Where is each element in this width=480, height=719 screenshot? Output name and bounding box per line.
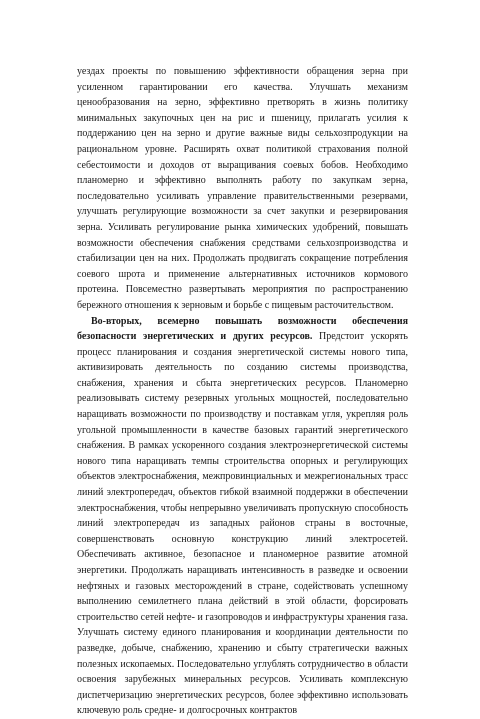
document-body [77, 64, 408, 719]
paragraph-energy-security [77, 314, 408, 719]
paragraph-lead-heading: Во-вторых, всемерно повышать возможности обеспечения безопасности энергетических и других ресурсов. [77, 315, 408, 343]
paragraph-grain-policy: уездах проекты по повышению эффективности обращения зерна при усиленном гарантировании его качества. Улучшать механизм ценообразования на зерно, эффективно претворять в жизнь политику минимальных закупочных цен на рис и пшеницу, прилагать усилия к поддержанию цен на зерно и другие важные виды сельхозпродукции на рациональном уровне. Расширять охват политикой страхования полной себестоимости и доходов от выращивания соевых бобов. Необходимо планомерно и эффективно выполнять работу по закупкам зерна, последовательно усиливать управление правительственными резервами, улучшать регулирующие возможности за счет закупки и резервирования зерна. Усиливать регулирование рынка химических удобрений, повышать возможности обеспечения снабжения средствами сельхозпроизводства и стабилизации цен на них. Продолжать продвигать сокращение потребления соевого шрота и применение альтернативных источников кормового протеина. Повсеместно развертывать мероприятия по распространению бережного отношения к зерновым и борьбе с пищевым расточительством. [77, 66, 408, 311]
paragraph-body-text: Предстоит ускорять процесс планирования и создания энергетической системы нового типа, активизировать деятельность по созданию системы производства, снабжения, хранения и сбыта энергетических ресурсов. Планомерно реализовывать систему резервных угольных мощностей, последовательно наращивать возможности по производству и поставкам угля, укрепляя роль угольной промышленности в качестве базовых гарантий энергетического снабжения. В рамках ускоренного создания электроэнергетической системы нового типа наращивать темпы строительства опорных и регулирующих объектов электроснабжения, межпровинциальных и межрегиональных трасс линий электропередач, объектов гибкой взаимной поддержки в обеспечении электроснабжения, чтобы непрерывно увеличивать пропускную способность линий электропередач из западных районов страны в восточные, совершенствовать основную конструкцию линий электросетей. Обеспечивать активное, безопасное и планомерное развитие атомной энергетики. Продолжать наращивать интенсивность в разведке и освоении нефтяных и газовых месторождений в стране, содействовать успешному выполнению семилетнего плана действий в этой области, форсировать строительство сетей нефте- и газопроводов и инфраструктуры хранения газа. Улучшать систему единого планирования и координации деятельности по разведке, добыче, снабжению, хранению и сбыту стратегически важных полезных ископаемых. Последовательно углублять сотрудничество в области освоения зарубежных минеральных ресурсов. Усиливать комплексную диспетчеризацию энергетических ресурсов, более эффективно использовать ключевую роль средне- и долгосрочных контрактов [77, 331, 408, 717]
